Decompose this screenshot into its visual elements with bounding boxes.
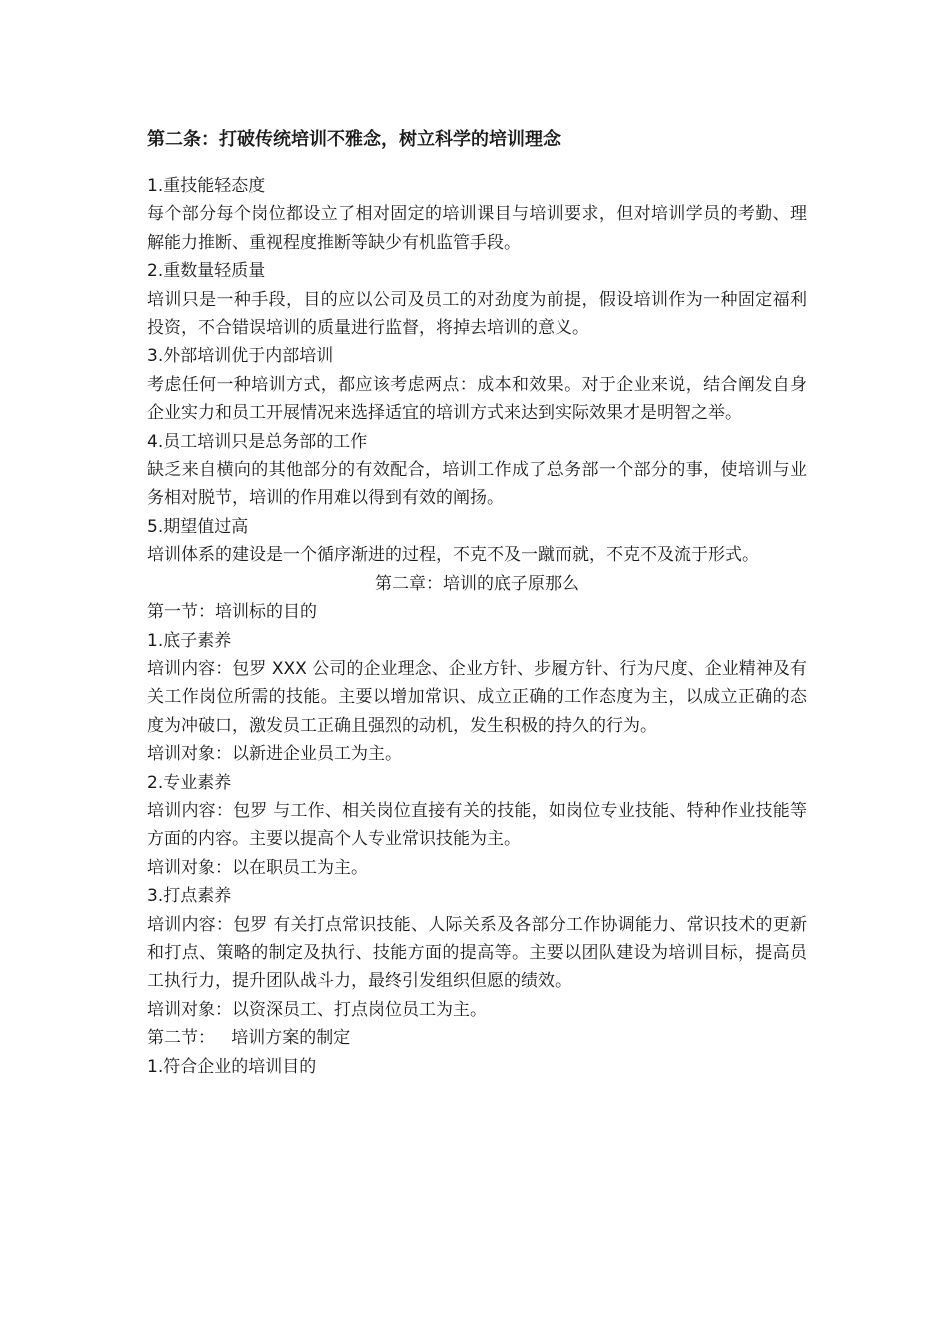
item-heading: 2.重数量轻质量 <box>147 261 266 282</box>
subsection-heading: 1.符合企业的培训目的 <box>147 1056 317 1077</box>
training-content: 培训内容：包罗 有关打点常识技能、人际关系及各部分工作协调能力、常识技术的更新和打点、策略的制定及执行、技能方面的提高等。主要以团队建设为培训目标，提高员工执行力，提升团队战斗力，最终引发组织但愿的绩效。 <box>147 914 807 992</box>
subsection-heading: 2.专业素养 <box>147 772 232 793</box>
chapter-heading: 第二章：培训的底子原那么 <box>375 573 579 594</box>
training-target: 培训对象：以资深员工、打点岗位员工为主。 <box>147 999 487 1020</box>
training-target: 培训对象：以在职员工为主。 <box>147 857 368 878</box>
document-page <box>147 120 807 1081</box>
item-body: 培训只是一种手段，目的应以公司及员工的对劲度为前提，假设培训作为一种固定福利投资，不合错误培训的质量进行监督，将掉去培训的意义。 <box>147 289 807 339</box>
training-content: 培训内容：包罗 XXX 公司的企业理念、企业方针、步履方针、行为尺度、企业精神及有关工作岗位所需的技能。主要以增加常识、成立正确的工作态度为主，以成立正确的态度为冲破口，激发员工正确且强烈的动机，发生积极的持久的行为。 <box>147 658 807 736</box>
section-heading: 第二节： 培训方案的制定 <box>147 1028 351 1049</box>
item-heading: 3.外部培训优于内部培训 <box>147 346 334 367</box>
item-body: 缺乏来自横向的其他部分的有效配合，培训工作成了总务部一个部分的事，使培训与业务相对脱节，培训的作用难以得到有效的阐扬。 <box>147 460 807 509</box>
item-heading: 1.重技能轻态度 <box>147 176 266 196</box>
item-body: 每个部分每个岗位都设立了相对固定的培训课目与培训要求，但对培训学员的考勤、理解能力推断、重视程度推断等缺少有机监管手段。 <box>147 204 807 253</box>
subsection-heading: 3.打点素养 <box>147 886 232 907</box>
training-target: 培训对象：以新进企业员工为主。 <box>147 744 402 765</box>
item-heading: 5.期望值过高 <box>147 516 249 537</box>
subsection-heading: 1.底子素养 <box>147 630 232 651</box>
item-body: 考虑任何一种培训方式，都应该考虑两点：成本和效果。对于企业来说，结合阐发自身企业实力和员工开展情况来选择适宜的培训方式来达到实际效果才是明智之举。 <box>147 374 807 424</box>
article-title: 第二条：打破传统培训不雅念，树立科学的培训理念 <box>147 129 561 150</box>
item-body: 培训体系的建设是一个循序渐进的过程，不克不及一蹴而就，不克不及流于形式。 <box>147 545 759 566</box>
item-heading: 4.员工培训只是总务部的工作 <box>147 431 368 452</box>
section-heading: 第一节：培训标的目的 <box>147 602 317 623</box>
training-content: 培训内容：包罗 与工作、相关岗位直接有关的技能，如岗位专业技能、特种作业技能等方面的内容。主要以提高个人专业常识技能为主。 <box>147 800 807 850</box>
